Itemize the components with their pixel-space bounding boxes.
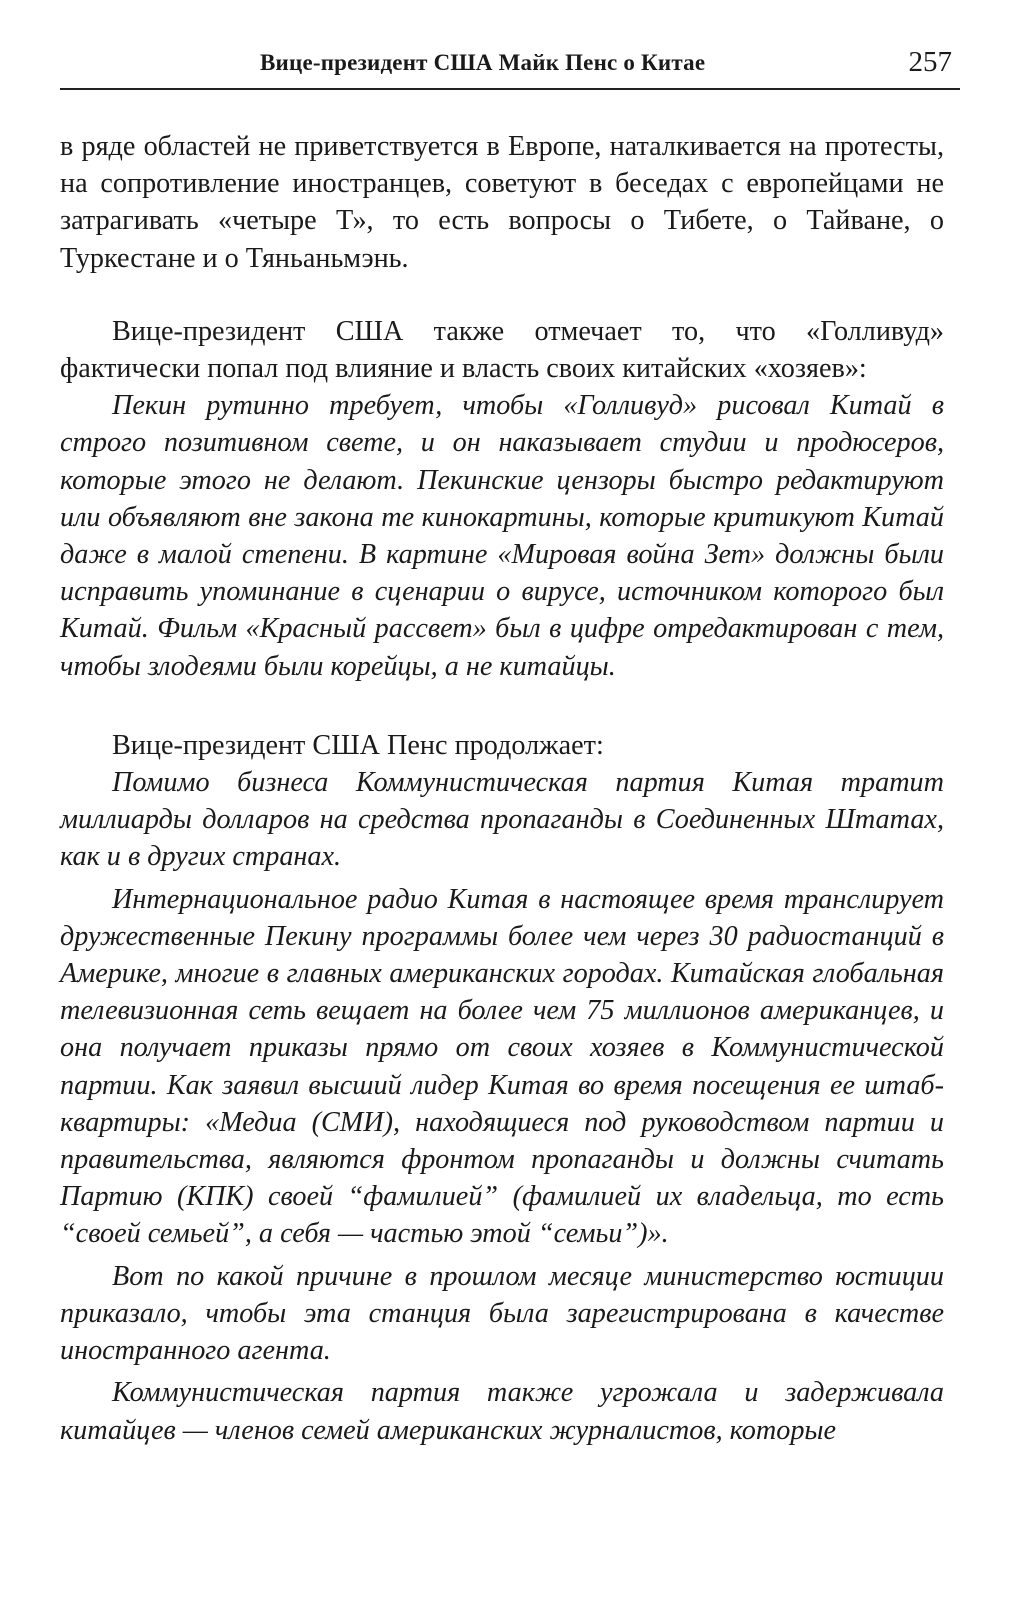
quote-hollywood: Пекин рутинно требует, чтобы «Голливуд» рисовал Китай в строго позитивном свете, и он наказывает студии и продюсеров, которые этого не делают. Пекинские цензоры быстро редактируют или объявляют вне закона те кинокартины, которые критикуют Китай даже в малой степени. В картине «Мировая война Зет» должны были исправить упоминание в сценарии о вирусе, источником которого был Китай. Фильм «Красный рассвет» был в цифре отредактирован с тем, чтобы злодеями были корейцы, а не китайцы. [60,390,944,682]
quote-justice-department: Вот по какой причине в прошлом месяце министерство юстиции приказало, чтобы эта станция была зарегистрирована в качестве иностранного агента. [60,1260,944,1367]
quote-journalists-families: Коммунистическая партия также угрожала и задерживала китайцев — членов семей американских журналистов, которые [60,1377,944,1446]
page-number: 257 [908,46,952,78]
paragraph-hollywood-intro: Вице-президент США также отмечает то, что «Голливуд» фактически попал под влияние и власть своих китайских «хозяев»: [60,315,944,385]
quote-china-radio: Интернациональное радио Китая в настоящее время транслирует дружественные Пекину программы более чем через 30 радиостанций в Америке, многие в главных американских городах. Китайская глобальная телевизионная сеть вещает на более чем 75 миллионов американцев, и она получает приказы прямо от своих хозяев в Коммунистической партии. Как заявил высший лидер Китая во время посещения ее штаб-квартиры: «Медиа (СМИ), находящиеся под руководством партии и правительства, являются фронтом пропаганды и должны считать Партию (КПК) своей “фамилией” (фамилией их владельца, то есть “своей семьей”, а себя — частью этой “семьи”)». [60,883,944,1250]
paragraph-continuation: в ряде областей не приветствуется в Европе, наталкивается на протесты, на сопротивление иностранцев, советуют в беседах с европейцами не затрагивать «четыре Т», то есть вопросы о Тибете, о Тайване, о Туркестане и о Тяньаньмэнь. [60,131,944,274]
body-text [60,128,944,1449]
running-title: Вице-президент США Майк Пенс о Китае [260,50,706,75]
paragraph-pence-continues: Вице-президент США Пенс продолжает: [112,729,604,761]
book-page [60,0,960,1600]
quote-propaganda-spending: Помимо бизнеса Коммунистическая партия Китая тратит миллиарды долларов на средства пропаганды в Соединенных Штатах, как и в других странах. [60,767,944,873]
running-header [60,40,960,90]
